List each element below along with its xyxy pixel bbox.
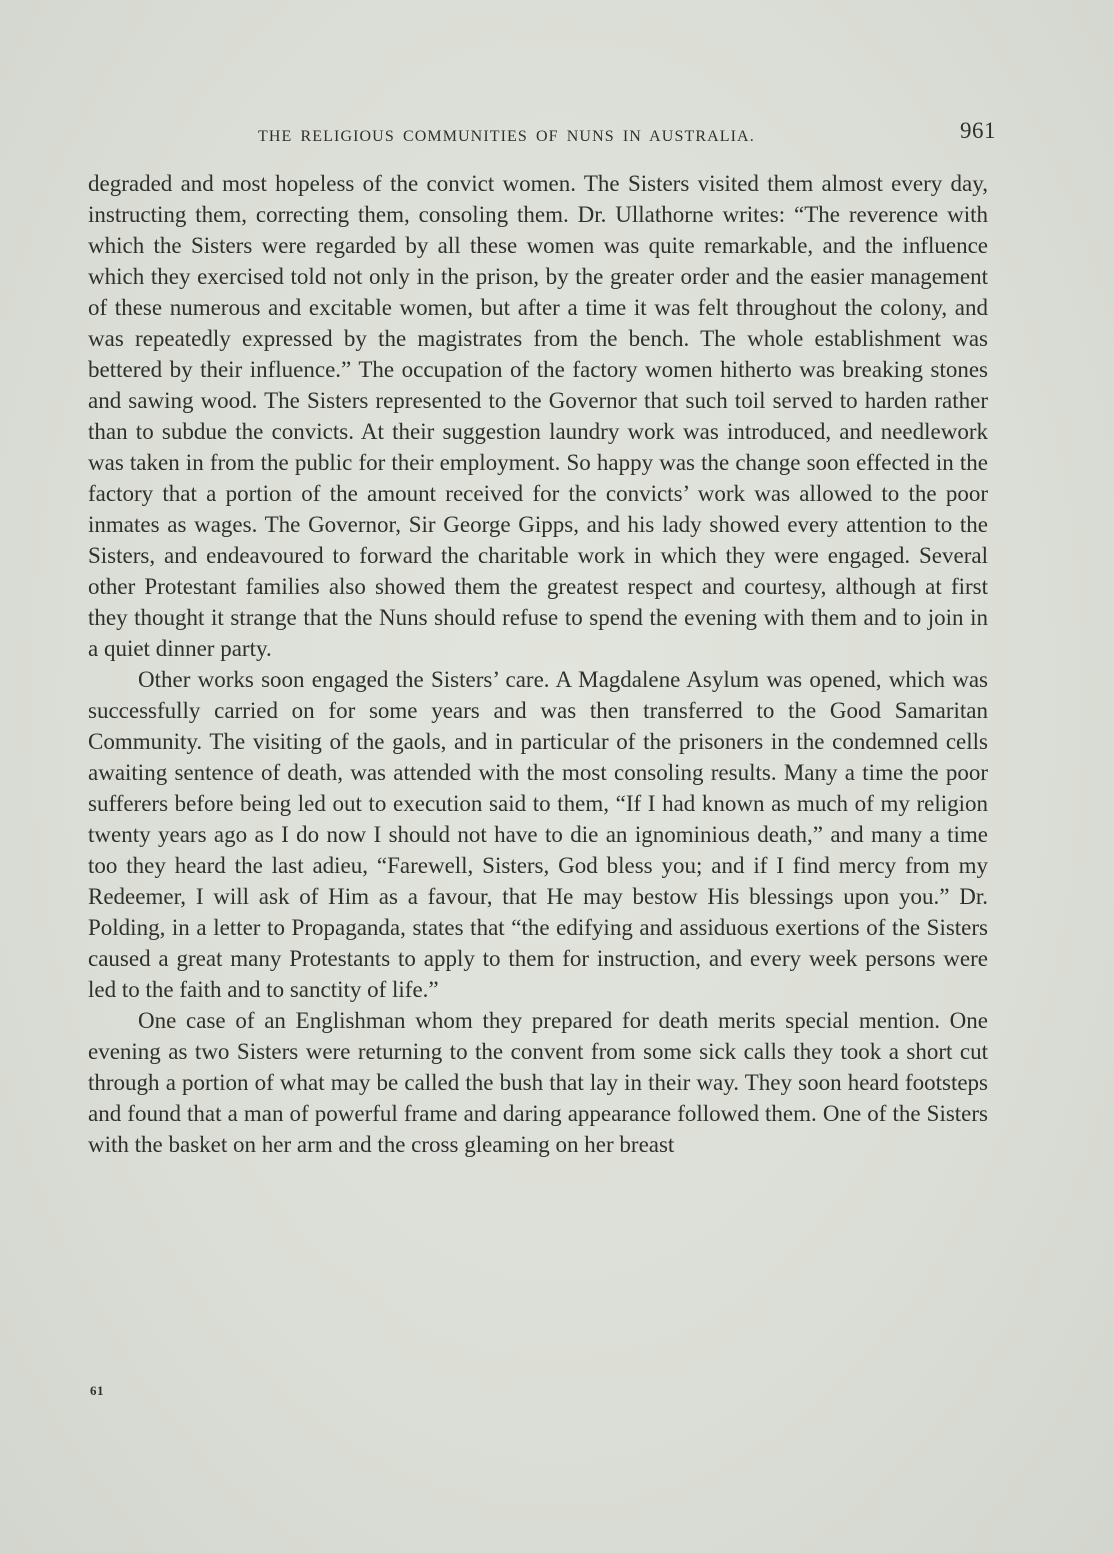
page-number: 961: [960, 118, 996, 143]
paragraph-continuation: degraded and most hopeless of the convict women. The Sisters visited them almost every day, instructing them, correcting them, consoling them. Dr. Ullathorne writes: “The reverence with which the Sisters were regarded by all these women was quite remarkable, and the influence which they exercised told not only in the prison, by the greater order and the easier management of these numerous and excitable women, but after a time it was felt throughout the colony, and was repeatedly expressed by the magistrates from the bench. The whole establishment was bettered by their influence.” The occupation of the factory women hitherto was breaking stones and sawing wood. The Sisters represented to the Governor that such toil served to harden rather than to subdue the convicts. At their suggestion laundry work was introduced, and needlework was taken in from the public for their employment. So happy was the change soon effected in the factory that a portion of the amount received for the convicts’ work was allowed to the poor inmates as wages. The Governor, Sir George Gipps, and his lady showed every attention to the Sisters, and endeavoured to forward the charitable work in which they were engaged. Several other Protestant families also showed them the greatest respect and courtesy, although at first they thought it strange that the Nuns should refuse to spend the evening with them and to join in a quiet dinner party.: [88, 171, 988, 661]
running-head: [90, 118, 996, 152]
paragraph: Other works soon engaged the Sisters’ care. A Magdalene Asylum was opened, which was successfully carried on for some years and was then transferred to the Good Samaritan Community. The visiting of the gaols, and in particular of the prisoners in the condemned cells awaiting sentence of death, was attended with the most consoling results. Many a time the poor sufferers before being led out to execution said to them, “If I had known as much of my religion twenty years ago as I do now I should not have to die an ignominious death,” and many a time too they heard the last adieu, “Farewell, Sisters, God bless you; and if I find mercy from my Redeemer, I will ask of Him as a favour, that He may bestow His blessings upon you.” Dr. Polding, in a letter to Propaganda, states that “the edifying and assiduous exertions of the Sisters caused a great many Protestants to apply to them for instruction, and every week persons were led to the faith and to sanctity of life.”: [88, 667, 988, 1002]
body-text: [88, 168, 988, 1160]
running-title: THE RELIGIOUS COMMUNITIES OF NUNS IN AUSTRALIA.: [258, 128, 755, 145]
paragraph: One case of an Englishman whom they prepared for death merits special mention. One evening as two Sisters were returning to the convent from some sick calls they took a short cut through a portion of what may be called the bush that lay in their way. They soon heard footsteps and found that a man of powerful frame and daring appearance followed them. One of the Sisters with the basket on her arm and the cross gleaming on her breast: [88, 1008, 988, 1157]
signature-mark: 61: [90, 1383, 104, 1398]
